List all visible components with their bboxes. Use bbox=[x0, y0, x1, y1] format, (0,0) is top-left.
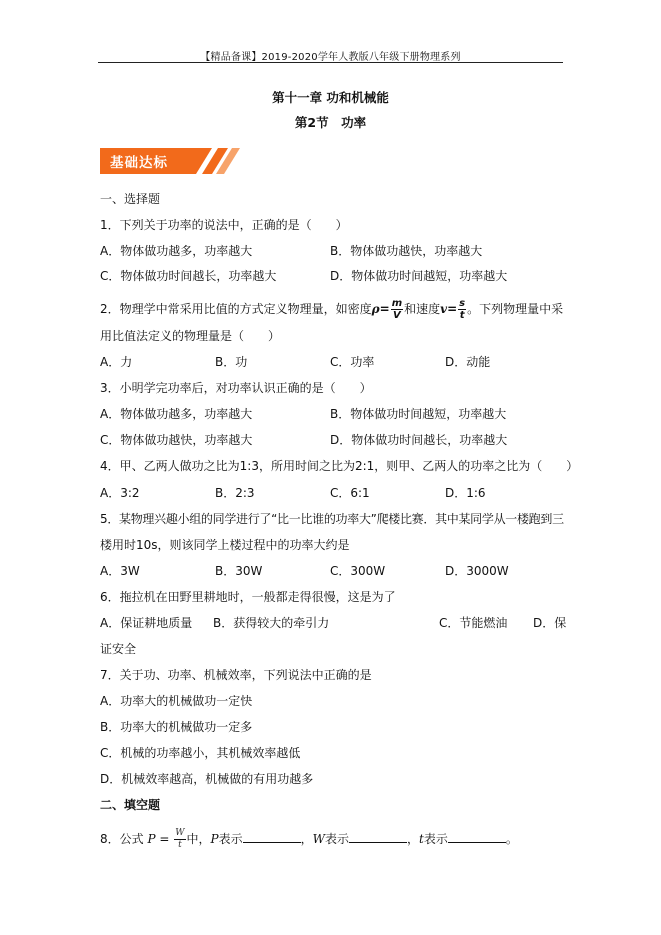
q7-option-b: B．功率大的机械做功一定多 bbox=[100, 720, 253, 734]
q6-option-c: C．节能燃油 bbox=[439, 616, 508, 630]
q5-option-d: D．3000W bbox=[445, 564, 509, 578]
q2-eq2: = bbox=[447, 302, 458, 316]
q6-option-a: A．保证耕地质量 bbox=[100, 616, 193, 630]
q2-eq1: = bbox=[379, 302, 390, 316]
q5-option-b: B．30W bbox=[215, 564, 263, 578]
q8-e: 表示 bbox=[325, 832, 350, 846]
q3-option-c: C．物体做功越快，功率越大 bbox=[100, 433, 253, 447]
q7-option-c: C．机械的功率越小，其机械效率越低 bbox=[100, 746, 301, 760]
q8-h: 。 bbox=[505, 832, 518, 846]
q8-d: ， bbox=[300, 832, 313, 846]
q5-option-a: A．3W bbox=[100, 564, 140, 578]
q2-option-a: A．力 bbox=[100, 355, 133, 369]
q2-s: s bbox=[459, 298, 466, 309]
q2-rho: ρ bbox=[371, 302, 380, 316]
q3-option-a: A．物体做功越多，功率越大 bbox=[100, 407, 253, 421]
q8-b: 中， bbox=[186, 832, 211, 846]
q7-option-d: D．机械效率越高，机械做的有用功越多 bbox=[100, 772, 314, 786]
q8-c: 表示 bbox=[218, 832, 243, 846]
q5-stem-a: 5．某物理兴趣小组的同学进行了“比一比谁的功率大”爬楼比赛．其中某同学从一楼跑到三 bbox=[100, 512, 564, 526]
q4-option-d: D．1:6 bbox=[445, 486, 486, 500]
section-fill: 二、填空题 bbox=[100, 798, 161, 812]
q6-option-b: B．获得较大的牵引力 bbox=[213, 616, 330, 630]
q8-f: ， bbox=[407, 832, 420, 846]
q2-m: m bbox=[391, 298, 403, 309]
q2-option-c: C．功率 bbox=[330, 355, 375, 369]
q3-stem: 3．小明学完功率后，对功率认识正确的是（ ） bbox=[100, 381, 372, 395]
q7-option-a: A．功率大的机械做功一定快 bbox=[100, 694, 253, 708]
q3-option-b: B．物体做功时间越短，功率越大 bbox=[330, 407, 507, 421]
q7-stem: 7．关于功、功率、机械效率，下列说法中正确的是 bbox=[100, 668, 372, 682]
q2-speed-fraction bbox=[458, 298, 466, 321]
q2-option-b: B．功 bbox=[215, 355, 248, 369]
q2-stem-c: 用比值法定义的物理量是（ ） bbox=[100, 329, 281, 343]
q1-option-d: D．物体做功时间越短，功率越大 bbox=[330, 269, 508, 283]
q2-v: v bbox=[440, 302, 448, 316]
q8-P: P bbox=[147, 832, 156, 846]
q1-option-c: C．物体做功时间越长，功率越大 bbox=[100, 269, 277, 283]
q2-mid: 和速度 bbox=[404, 302, 441, 316]
q2-t: t bbox=[459, 310, 465, 321]
q2-option-d: D．动能 bbox=[445, 355, 491, 369]
page-header: 【精品备课】2019-2020学年人教版八年级下册物理系列 bbox=[200, 52, 461, 63]
q4-option-c: C．6:1 bbox=[330, 486, 370, 500]
q8-P-var: P bbox=[210, 832, 219, 846]
q8-W-var: W bbox=[312, 832, 325, 846]
q8-t-var: t bbox=[419, 832, 424, 846]
q5-stem-b: 楼用时10s，则该同学上楼过程中的功率大约是 bbox=[100, 538, 350, 552]
q8-blank-3[interactable] bbox=[448, 831, 506, 843]
header-rule bbox=[98, 62, 563, 63]
q8-t: t bbox=[178, 840, 182, 850]
q4-option-b: B．2:3 bbox=[215, 486, 255, 500]
q2-stem-line1 bbox=[100, 298, 563, 321]
section-title: 第2节 功率 bbox=[294, 115, 367, 130]
q4-option-a: A．3:2 bbox=[100, 486, 140, 500]
section-choice: 一、选择题 bbox=[100, 192, 161, 206]
q8-g: 表示 bbox=[423, 832, 448, 846]
q6-option-d: D．保 bbox=[533, 616, 567, 630]
q8-blank-2[interactable] bbox=[349, 831, 407, 843]
q6-stem: 6．拖拉机在田野里耕地时，一般都走得很慢，这是为了 bbox=[100, 590, 396, 604]
q5-option-c: C．300W bbox=[330, 564, 386, 578]
q8-line bbox=[100, 828, 518, 851]
q3-option-d: D．物体做功时间越长，功率越大 bbox=[330, 433, 508, 447]
q2-density-fraction bbox=[391, 298, 403, 321]
q8-a: 8．公式 bbox=[100, 832, 144, 846]
q6-option-d-cont: 证安全 bbox=[100, 642, 137, 656]
q1-stem: 1．下列关于功率的说法中，正确的是（ ） bbox=[100, 218, 348, 232]
q8-W: W bbox=[175, 828, 185, 838]
q4-stem: 4．甲、乙两人做功之比为1:3，所用时间之比为2:1，则甲、乙两人的功率之比为（ ） bbox=[100, 459, 579, 473]
q8-blank-1[interactable] bbox=[243, 831, 301, 843]
q8-eq: = bbox=[159, 832, 170, 846]
q1-option-a: A．物体做功越多，功率越大 bbox=[100, 244, 253, 258]
chapter-title: 第十一章 功和机械能 bbox=[272, 90, 389, 105]
q2-stem-a: 2．物理学中常采用比值的方式定义物理量，如密度 bbox=[100, 302, 372, 316]
q2-stem-b: 。下列物理量中采 bbox=[467, 302, 564, 316]
q1-option-b: B．物体做功越快，功率越大 bbox=[330, 244, 483, 258]
banner-label: 基础达标 bbox=[110, 155, 168, 171]
q8-fraction bbox=[174, 828, 185, 851]
q2-V: V bbox=[393, 310, 401, 321]
